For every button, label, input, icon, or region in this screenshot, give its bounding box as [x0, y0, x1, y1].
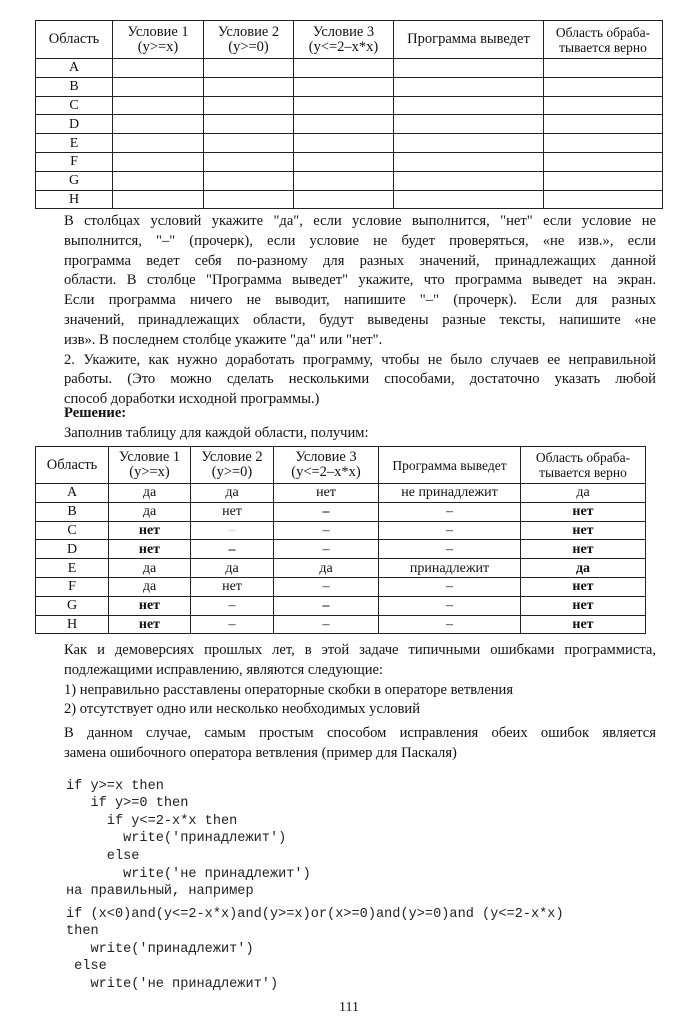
- condition-2-cell: да: [191, 484, 274, 503]
- empty-cell: [113, 171, 204, 190]
- header-condition-2: Условие 2 (y>=0): [191, 447, 274, 484]
- condition-1-cell: нет: [109, 615, 191, 634]
- code-line: else: [66, 959, 107, 975]
- solution-intro: Заполнив таблицу для каждой области, получим:: [64, 424, 369, 441]
- empty-cell: [544, 77, 663, 96]
- area-cell: A: [36, 59, 113, 78]
- text-line: подлежащими исправлению, являются следующие:: [64, 661, 384, 678]
- condition-1-cell: да: [109, 559, 191, 578]
- empty-cell: [204, 115, 294, 134]
- empty-cell: [294, 115, 394, 134]
- empty-cell: [544, 115, 663, 134]
- text-line: Если программа ничего не выводит, напишите "–" (прочерк). Если для разных: [64, 292, 656, 309]
- code-line: else: [66, 848, 140, 864]
- instructions-text: [64, 212, 656, 410]
- output-cell: –: [379, 577, 521, 596]
- header-condition-3: Условие 3 (y<=2–x*x): [274, 447, 379, 484]
- output-cell: –: [379, 540, 521, 559]
- area-cell: C: [36, 521, 109, 540]
- condition-2-cell: нет: [191, 577, 274, 596]
- error-item: 1) неправильно расставлены операторные скобки в операторе ветвления: [64, 681, 514, 698]
- empty-cell: [394, 77, 544, 96]
- code-line: на правильный, например: [66, 884, 254, 900]
- header-handled-correctly: Область обраба- тывается верно: [544, 21, 663, 59]
- text-line: изв». В последнем столбце укажите "да" или "нет".: [64, 331, 383, 348]
- area-cell: G: [36, 596, 109, 615]
- table-row: [36, 502, 646, 521]
- code-line: if y>=0 then: [66, 796, 189, 812]
- code-line: write('не принадлежит'): [66, 976, 279, 992]
- table-row: [36, 559, 646, 578]
- table-row: [36, 96, 663, 115]
- area-cell: A: [36, 484, 109, 503]
- empty-cell: [204, 152, 294, 171]
- table-header-row: [36, 447, 646, 484]
- area-cell: H: [36, 190, 113, 209]
- code-line: write('не принадлежит'): [66, 866, 311, 882]
- explanation-text: [64, 641, 656, 720]
- empty-cell: [204, 59, 294, 78]
- table-header-row: [36, 21, 663, 59]
- condition-2-cell: –: [191, 596, 274, 615]
- text-line: выполнится, "–" (прочерк), если условие не будет проверяться, «не изв.», если: [64, 232, 656, 249]
- empty-cell: [394, 59, 544, 78]
- empty-cell: [113, 77, 204, 96]
- code-block-fixed: [66, 888, 564, 1011]
- output-cell: –: [379, 596, 521, 615]
- empty-cell: [294, 59, 394, 78]
- table-row: [36, 134, 663, 153]
- header-condition-1: Условие 1 (y>=x): [109, 447, 191, 484]
- correct-cell: да: [521, 559, 646, 578]
- error-item: 2) отсутствует одно или несколько необходимых условий: [64, 701, 421, 718]
- empty-cell: [113, 152, 204, 171]
- task-2-line: способ доработки исходной программы.): [64, 391, 320, 408]
- table-row: [36, 577, 646, 596]
- condition-3-cell: –: [274, 521, 379, 540]
- table-row: [36, 615, 646, 634]
- output-cell: –: [379, 521, 521, 540]
- table-row: [36, 540, 646, 559]
- empty-cell: [394, 96, 544, 115]
- empty-cell: [544, 134, 663, 153]
- table-row: [36, 59, 663, 78]
- text-line: программа ведет себя по-разному для разных значений, принадлежащих данной: [64, 252, 656, 269]
- header-condition-3: Условие 3 (y<=2–x*x): [294, 21, 394, 59]
- text-line: В столбцах условий укажите "да", если условие выполнится, "нет" если условие не: [64, 213, 656, 229]
- correct-cell: нет: [521, 615, 646, 634]
- condition-2-cell: –: [191, 615, 274, 634]
- header-condition-1: Условие 1 (y>=x): [113, 21, 204, 59]
- area-cell: F: [36, 577, 109, 596]
- condition-1-cell: да: [109, 502, 191, 521]
- empty-cell: [204, 96, 294, 115]
- code-line: if y>=x then: [66, 778, 164, 794]
- table-row: [36, 596, 646, 615]
- solution-table: [35, 446, 646, 634]
- area-cell: H: [36, 615, 109, 634]
- table-row: [36, 484, 646, 503]
- empty-cell: [544, 96, 663, 115]
- empty-cell: [544, 171, 663, 190]
- header-area: Область: [36, 447, 109, 484]
- condition-3-cell: нет: [274, 484, 379, 503]
- empty-cell: [113, 59, 204, 78]
- empty-cell: [294, 171, 394, 190]
- code-line: write('принадлежит'): [66, 831, 287, 847]
- correct-cell: нет: [521, 596, 646, 615]
- code-line: write('принадлежит'): [66, 941, 254, 957]
- condition-2-cell: –: [191, 521, 274, 540]
- header-program-output: Программа выведет: [394, 21, 544, 59]
- condition-2-cell: да: [191, 559, 274, 578]
- condition-3-cell: –: [274, 502, 379, 521]
- empty-cell: [113, 96, 204, 115]
- correct-cell: да: [521, 484, 646, 503]
- condition-1-cell: нет: [109, 521, 191, 540]
- correct-cell: нет: [521, 521, 646, 540]
- condition-1-cell: нет: [109, 540, 191, 559]
- table-row: [36, 171, 663, 190]
- task-2-line: 2. Укажите, как нужно доработать программу, чтобы не было случаев ее неправильной: [64, 351, 656, 368]
- condition-2-cell: нет: [191, 502, 274, 521]
- table-row: [36, 152, 663, 171]
- condition-3-cell: –: [274, 596, 379, 615]
- table-row: [36, 115, 663, 134]
- table-row: [36, 190, 663, 209]
- text-line: области. В столбце "Программа выведет" укажите, что программа выведет на экран.: [64, 272, 656, 289]
- empty-cell: [113, 134, 204, 153]
- correct-cell: нет: [521, 502, 646, 521]
- empty-cell: [394, 171, 544, 190]
- text-line: замена ошибочного оператора ветвления (пример для Паскаля): [64, 744, 457, 761]
- condition-3-cell: –: [274, 540, 379, 559]
- header-condition-2: Условие 2 (y>=0): [204, 21, 294, 59]
- empty-cell: [113, 190, 204, 209]
- empty-cell: [294, 96, 394, 115]
- output-cell: –: [379, 615, 521, 634]
- empty-cell: [294, 190, 394, 209]
- code-line: if y<=2-x*x then: [66, 813, 238, 829]
- area-cell: E: [36, 559, 109, 578]
- solution-heading: Решение:: [64, 405, 127, 421]
- output-cell: –: [379, 502, 521, 521]
- condition-3-cell: –: [274, 577, 379, 596]
- empty-cell: [294, 77, 394, 96]
- condition-3-cell: –: [274, 615, 379, 634]
- blank-answer-table: [35, 20, 663, 209]
- empty-cell: [394, 134, 544, 153]
- header-area: Область: [36, 21, 113, 59]
- empty-cell: [204, 190, 294, 209]
- area-cell: C: [36, 96, 113, 115]
- solution-table-body: [36, 484, 646, 634]
- area-cell: B: [36, 77, 113, 96]
- code-line: then: [66, 924, 99, 940]
- table-row: [36, 521, 646, 540]
- empty-cell: [544, 59, 663, 78]
- fix-text: [64, 724, 656, 764]
- condition-2-cell: –: [191, 540, 274, 559]
- empty-cell: [544, 152, 663, 171]
- condition-3-cell: да: [274, 559, 379, 578]
- area-cell: E: [36, 134, 113, 153]
- area-cell: D: [36, 540, 109, 559]
- correct-cell: нет: [521, 577, 646, 596]
- text-line: Как и демоверсиях прошлых лет, в этой задаче типичными ошибками программиста,: [64, 642, 656, 658]
- code-line: if (x<0)and(y<=2-x*x)and(y>=x)or(x>=0)and(y>=0)and (y<=2-x*x): [66, 906, 564, 922]
- empty-cell: [394, 190, 544, 209]
- condition-1-cell: нет: [109, 596, 191, 615]
- area-cell: G: [36, 171, 113, 190]
- area-cell: B: [36, 502, 109, 521]
- output-cell: принадлежит: [379, 559, 521, 578]
- empty-cell: [204, 134, 294, 153]
- empty-cell: [394, 152, 544, 171]
- condition-1-cell: да: [109, 484, 191, 503]
- condition-1-cell: да: [109, 577, 191, 596]
- empty-cell: [204, 77, 294, 96]
- area-cell: F: [36, 152, 113, 171]
- header-program-output: Программа выведет: [379, 447, 521, 484]
- solution-section: [64, 404, 656, 444]
- area-cell: D: [36, 115, 113, 134]
- empty-cell: [394, 115, 544, 134]
- text-line: В данном случае, самым простым способом исправления обеих ошибок является: [64, 725, 656, 741]
- correct-cell: нет: [521, 540, 646, 559]
- empty-cell: [113, 115, 204, 134]
- empty-cell: [294, 152, 394, 171]
- output-cell: не принадлежит: [379, 484, 521, 503]
- table-row: [36, 77, 663, 96]
- empty-cell: [294, 134, 394, 153]
- header-handled-correctly: Область обраба- тывается верно: [521, 447, 646, 484]
- page-number: 111: [339, 1000, 359, 1015]
- empty-cell: [544, 190, 663, 209]
- text-line: значений, принадлежащих области, будут выведены разные тексты, напишите «не: [64, 311, 656, 328]
- empty-cell: [204, 171, 294, 190]
- task-2-line: работы. (Это можно сделать несколькими способами, достаточно указать любой: [64, 371, 656, 388]
